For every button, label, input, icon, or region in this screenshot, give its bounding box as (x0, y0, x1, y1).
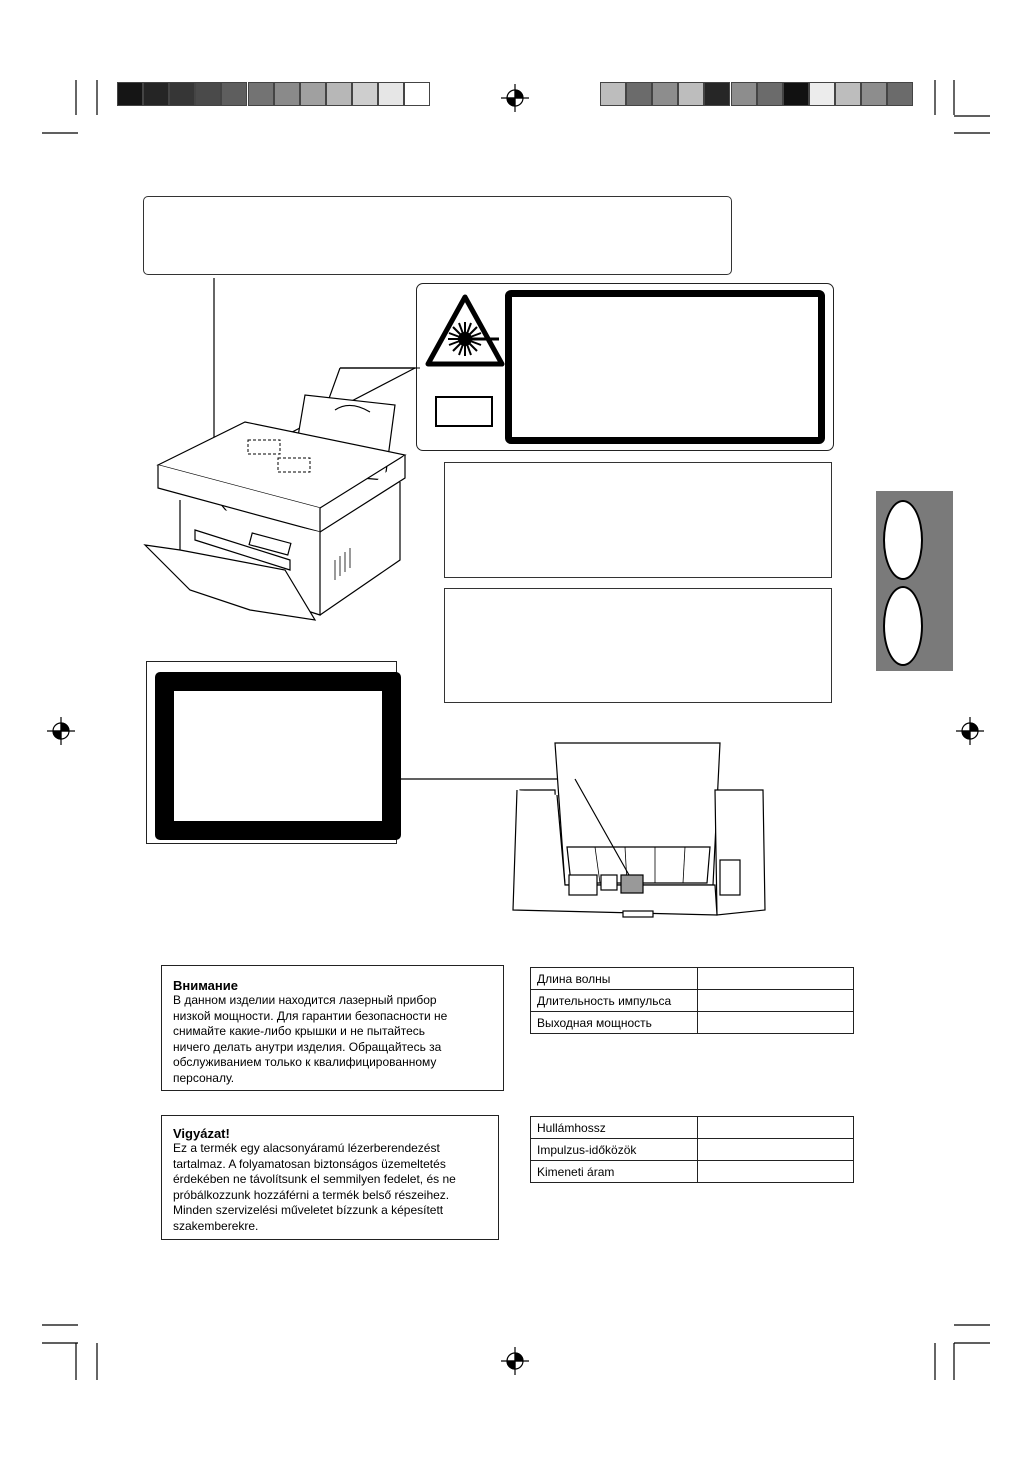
laser-label-panel (505, 290, 825, 444)
table-row (531, 1117, 854, 1139)
spec-label: Длительность импульса (531, 990, 698, 1012)
spec-value (698, 990, 854, 1012)
caption-box-top (143, 196, 732, 275)
spec-value (698, 1139, 854, 1161)
russian-warning-line: ничего делать анутри изделия. Обращайтесь за (173, 1039, 442, 1054)
russian-warning-line: низкой мощности. Для гарантии безопасности не (173, 1008, 448, 1023)
spec-label: Выходная мощность (531, 1012, 698, 1034)
language-oval-2 (883, 586, 923, 666)
rear-label-panel (155, 672, 401, 840)
leader-line-label (340, 362, 420, 376)
printer-rear-illustration (395, 735, 775, 920)
russian-spec-table (530, 967, 854, 1034)
spec-value (698, 1012, 854, 1034)
russian-warning-title: Внимание (173, 978, 238, 993)
hungarian-warning-line: szakemberekre. (173, 1218, 259, 1233)
hungarian-warning-line: Ez a termék egy alacsonyáramú lézerberendezést (173, 1141, 440, 1155)
table-row (531, 990, 854, 1012)
registration-mark-right (956, 717, 984, 745)
spec-value (698, 1161, 854, 1183)
spec-value (698, 1117, 854, 1139)
hungarian-warning-line: Minden szervizelési műveletet bízzunk a képesített (173, 1203, 444, 1217)
russian-warning-line: В данном изделии находится лазерный прибор (173, 993, 437, 1007)
rear-label-frame (146, 661, 397, 844)
hungarian-warning-title: Vigyázat! (173, 1126, 230, 1141)
registration-mark-top (501, 84, 529, 112)
laser-warning-triangle-icon (425, 294, 505, 368)
registration-mark-bottom (501, 1347, 529, 1375)
caption-box-middle-1 (444, 462, 832, 578)
table-row (531, 968, 854, 990)
hungarian-spec-table (530, 1116, 854, 1183)
russian-warning-line: снимайте какие-либо крышки и не пытайтесь (173, 1024, 426, 1038)
russian-warning-line: обслуживанием только к квалифицированному (173, 1055, 437, 1069)
laser-warning-label (416, 283, 834, 451)
registration-mark-left (47, 717, 75, 745)
laser-class-box (435, 396, 493, 427)
table-row (531, 1139, 854, 1161)
hungarian-warning-line: próbálkozzunk hozzáférni a termék belső részeihez. (173, 1187, 450, 1202)
caption-box-middle-2 (444, 588, 832, 703)
spec-label: Длина волны (531, 968, 698, 990)
hungarian-warning-box (161, 1115, 499, 1240)
spec-value (698, 968, 854, 990)
hungarian-warning-line: érdekében ne távolítsunk el semmilyen fedelet, és ne (173, 1172, 456, 1186)
hungarian-warning-line: tartalmaz. A folyamatosan biztonságos üzemeltetés (173, 1156, 446, 1171)
spec-label: Kimeneti áram (531, 1161, 698, 1183)
spec-label: Hullámhossz (531, 1117, 698, 1139)
language-oval-1 (883, 500, 923, 580)
russian-warning-line: персоналу. (173, 1070, 235, 1085)
russian-warning-box (161, 965, 504, 1091)
printer-front-illustration (130, 270, 430, 640)
table-row (531, 1161, 854, 1183)
spec-label: Impulzus-időközök (531, 1139, 698, 1161)
table-row (531, 1012, 854, 1034)
